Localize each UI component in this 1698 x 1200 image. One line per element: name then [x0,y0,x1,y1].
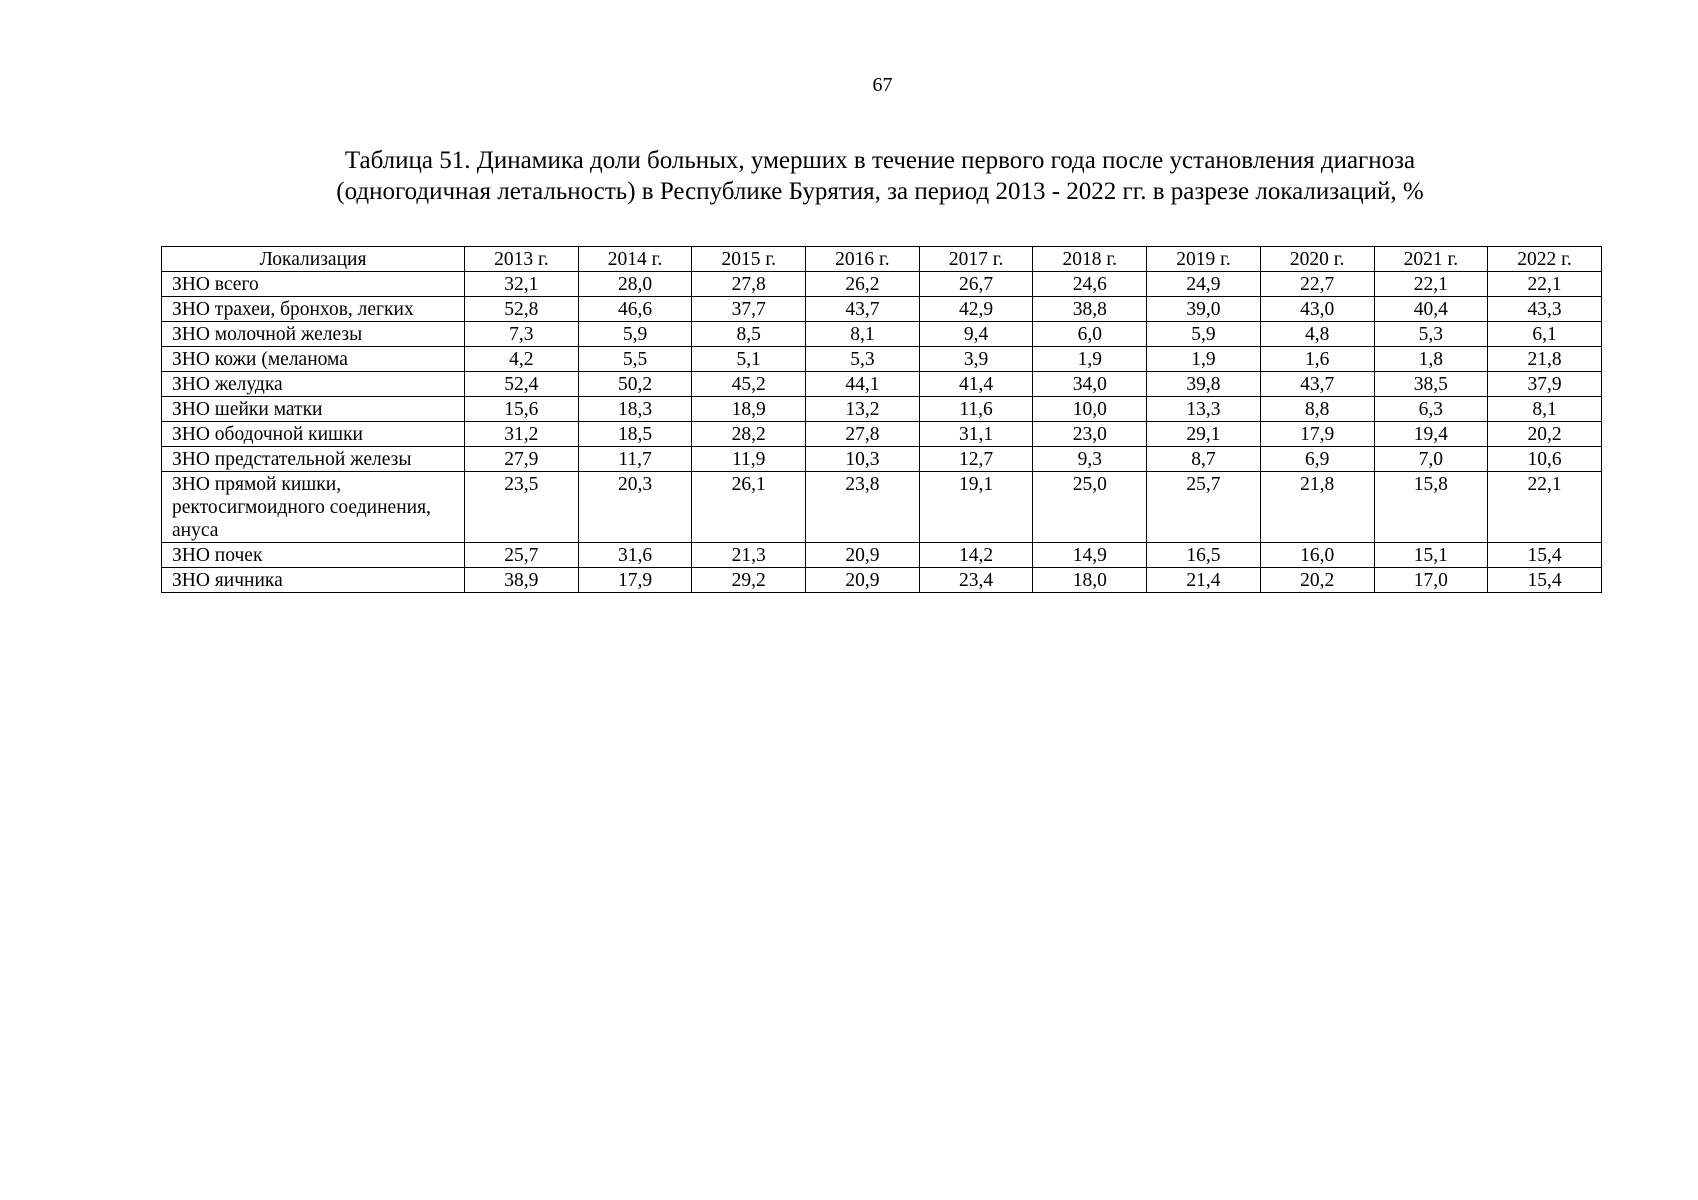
table-cell: 38,8 [1033,297,1147,322]
table-cell: 20,2 [1488,422,1602,447]
table-cell: 17,9 [1260,422,1374,447]
table-cell: 1,6 [1260,347,1374,372]
table-cell: 50,2 [578,372,692,397]
row-location: ЗНО трахеи, бронхов, легких [162,297,465,322]
caption-line-2: (одногодичная летальность) в Республике Бурятия, за период 2013 - 2022 гг. в разрезе локализаций, % [336,178,1424,205]
header-year: 2013 г. [465,247,579,272]
table-cell: 19,1 [919,472,1033,543]
table-cell: 52,4 [465,372,579,397]
table-cell: 26,1 [692,472,806,543]
row-location: ЗНО предстательной железы [162,447,465,472]
header-year: 2022 г. [1488,247,1602,272]
table-cell: 8,1 [1488,397,1602,422]
header-year: 2016 г. [806,247,920,272]
table-cell: 9,3 [1033,447,1147,472]
table-cell: 20,3 [578,472,692,543]
table-cell: 43,3 [1488,297,1602,322]
table-cell: 15,4 [1488,568,1602,593]
table-cell: 3,9 [919,347,1033,372]
table-row [162,397,1602,422]
row-location: ЗНО молочной железы [162,322,465,347]
table-cell: 40,4 [1374,297,1488,322]
row-location: ЗНО кожи (меланома [162,347,465,372]
table-cell: 25,7 [1147,472,1261,543]
header-year: 2018 г. [1033,247,1147,272]
table-row [162,568,1602,593]
table-cell: 13,3 [1147,397,1261,422]
table-cell: 20,9 [806,568,920,593]
table-cell: 43,0 [1260,297,1374,322]
table-cell: 14,2 [919,543,1033,568]
table-cell: 8,1 [806,322,920,347]
table-cell: 8,7 [1147,447,1261,472]
table-cell: 31,1 [919,422,1033,447]
table-cell: 23,4 [919,568,1033,593]
table-cell: 1,8 [1374,347,1488,372]
table-cell: 25,0 [1033,472,1147,543]
table-cell: 28,0 [578,272,692,297]
table-cell: 21,8 [1260,472,1374,543]
table-cell: 15,4 [1488,543,1602,568]
table-cell: 18,0 [1033,568,1147,593]
table-cell: 27,9 [465,447,579,472]
table-cell: 6,0 [1033,322,1147,347]
table-cell: 46,6 [578,297,692,322]
table-body [162,272,1602,593]
table-cell: 1,9 [1147,347,1261,372]
table-row [162,372,1602,397]
table-cell: 5,1 [692,347,806,372]
table-cell: 52,8 [465,297,579,322]
table-cell: 37,9 [1488,372,1602,397]
table-cell: 4,2 [465,347,579,372]
header-location: Локализация [162,247,465,272]
caption-line-1: Таблица 51. Динамика доли больных, умерших в течение первого года после установления диагноза [344,147,1416,174]
table-cell: 22,1 [1374,272,1488,297]
table-cell: 27,8 [806,422,920,447]
table-cell: 6,1 [1488,322,1602,347]
table-cell: 26,7 [919,272,1033,297]
table-cell: 12,7 [919,447,1033,472]
header-year: 2020 г. [1260,247,1374,272]
page-number: 67 [872,74,893,96]
table-cell: 10,6 [1488,447,1602,472]
table-cell: 11,6 [919,397,1033,422]
table-cell: 29,2 [692,568,806,593]
table-row [162,447,1602,472]
row-location: ЗНО прямой кишки, ректосигмоидного соединения, ануса [162,472,465,543]
table-cell: 5,9 [578,322,692,347]
table-cell: 18,5 [578,422,692,447]
table-cell: 42,9 [919,297,1033,322]
table-cell: 5,5 [578,347,692,372]
row-location: ЗНО яичника [162,568,465,593]
table-cell: 29,1 [1147,422,1261,447]
table-cell: 13,2 [806,397,920,422]
table-cell: 18,9 [692,397,806,422]
table-cell: 15,6 [465,397,579,422]
table-cell: 28,2 [692,422,806,447]
table-cell: 21,3 [692,543,806,568]
table-cell: 21,8 [1488,347,1602,372]
table-cell: 8,8 [1260,397,1374,422]
table-cell: 15,8 [1374,472,1488,543]
table-cell: 6,9 [1260,447,1374,472]
table-cell: 20,2 [1260,568,1374,593]
table-cell: 39,8 [1147,372,1261,397]
row-location: ЗНО всего [162,272,465,297]
table-cell: 5,3 [806,347,920,372]
table-cell: 15,1 [1374,543,1488,568]
table-cell: 31,6 [578,543,692,568]
table-cell: 21,4 [1147,568,1261,593]
table-row [162,472,1602,543]
table-cell: 17,9 [578,568,692,593]
table-cell: 17,0 [1374,568,1488,593]
table-cell: 11,7 [578,447,692,472]
row-location: ЗНО желудка [162,372,465,397]
table-cell: 44,1 [806,372,920,397]
table-cell: 26,2 [806,272,920,297]
mortality-table [161,246,1602,593]
table-cell: 7,3 [465,322,579,347]
table-cell: 18,3 [578,397,692,422]
table-cell: 25,7 [465,543,579,568]
table-cell: 9,4 [919,322,1033,347]
table-cell: 8,5 [692,322,806,347]
table-cell: 24,9 [1147,272,1261,297]
table-cell: 39,0 [1147,297,1261,322]
table-cell: 43,7 [806,297,920,322]
table-cell: 37,7 [692,297,806,322]
table-cell: 4,8 [1260,322,1374,347]
table-cell: 43,7 [1260,372,1374,397]
table-cell: 5,3 [1374,322,1488,347]
table-cell: 45,2 [692,372,806,397]
table-row [162,297,1602,322]
table-cell: 22,1 [1488,272,1602,297]
table-cell: 7,0 [1374,447,1488,472]
table-cell: 31,2 [465,422,579,447]
header-year: 2019 г. [1147,247,1261,272]
table-row [162,422,1602,447]
header-year: 2017 г. [919,247,1033,272]
table-cell: 32,1 [465,272,579,297]
table-row [162,322,1602,347]
table-row [162,543,1602,568]
table-cell: 23,8 [806,472,920,543]
table-cell: 6,3 [1374,397,1488,422]
table-row [162,272,1602,297]
table-cell: 38,9 [465,568,579,593]
table-cell: 1,9 [1033,347,1147,372]
table-cell: 41,4 [919,372,1033,397]
table-cell: 34,0 [1033,372,1147,397]
header-year: 2021 г. [1374,247,1488,272]
table-cell: 19,4 [1374,422,1488,447]
header-year: 2015 г. [692,247,806,272]
table-caption [160,145,1600,207]
table-cell: 27,8 [692,272,806,297]
table-cell: 16,0 [1260,543,1374,568]
row-location: ЗНО почек [162,543,465,568]
table-cell: 38,5 [1374,372,1488,397]
table-cell: 16,5 [1147,543,1261,568]
table-cell: 20,9 [806,543,920,568]
table-cell: 23,0 [1033,422,1147,447]
table-cell: 10,0 [1033,397,1147,422]
row-location: ЗНО ободочной кишки [162,422,465,447]
header-year: 2014 г. [578,247,692,272]
table-cell: 5,9 [1147,322,1261,347]
table-cell: 24,6 [1033,272,1147,297]
table-cell: 14,9 [1033,543,1147,568]
row-location: ЗНО шейки матки [162,397,465,422]
table-cell: 10,3 [806,447,920,472]
table-header-row [162,247,1602,272]
table-cell: 22,7 [1260,272,1374,297]
table-row [162,347,1602,372]
table-cell: 22,1 [1488,472,1602,543]
table-cell: 23,5 [465,472,579,543]
table-cell: 11,9 [692,447,806,472]
